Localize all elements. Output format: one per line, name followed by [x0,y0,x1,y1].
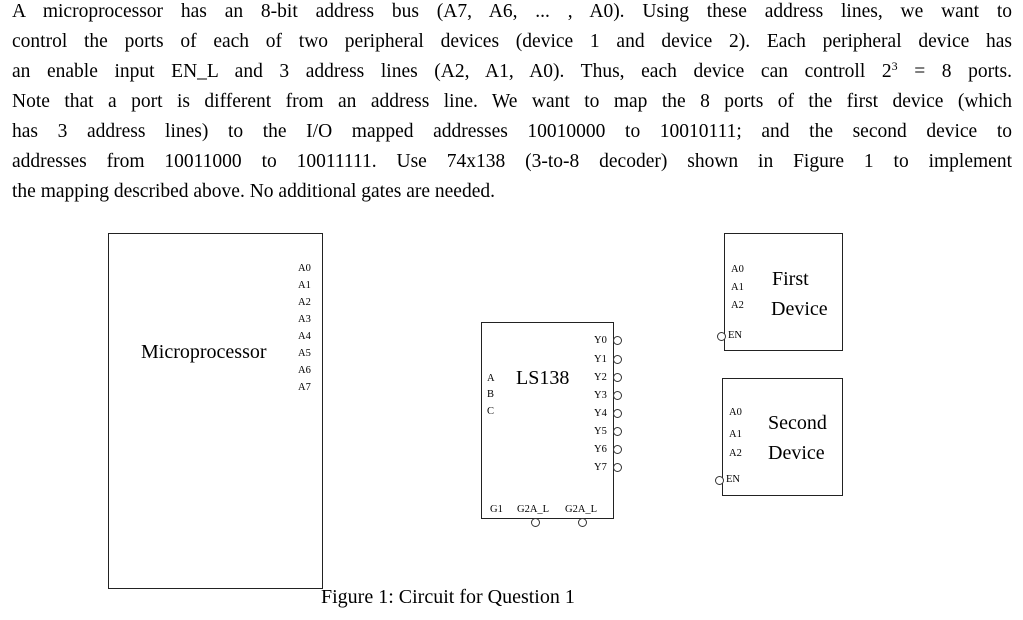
device-address-pin: A0 [729,407,742,418]
decoder-output-pin: Y3 [594,390,607,401]
inversion-bubble [613,391,622,400]
inversion-bubble [613,427,622,436]
microprocessor-pin: A2 [298,297,311,308]
question-line: addresses from 10011000 to 10011111. Use 74x138 (3-to-8 decoder) shown in Figure 1 to implement [12,151,1012,172]
microprocessor-pin: A1 [298,280,311,291]
microprocessor-pin: A7 [298,382,311,393]
inversion-bubble [613,373,622,382]
decoder-label: LS138 [516,367,570,389]
question-line: Note that a port is different from an address line. We want to map the 8 ports of the first device (which [12,91,1012,112]
inversion-bubble [613,463,622,472]
decoder-output-pin: Y1 [594,354,607,365]
device-address-pin: A1 [731,282,744,293]
question-line: control the ports of each of two peripheral devices (device 1 and device 2). Each peripheral device has [12,31,1012,52]
microprocessor-pin: A5 [298,348,311,359]
microprocessor-block [108,233,323,589]
second-device-label: Second [768,412,827,434]
decoder-output-pin: Y6 [594,444,607,455]
device-address-pin: A2 [731,300,744,311]
question-line: has 3 address lines) to the I/O mapped addresses 10010000 to 10010111; and the second device to [12,121,1012,142]
device-enable-pin: EN [728,330,742,341]
question-line: an enable input EN_L and 3 address lines (A2, A1, A0). Thus, each device can controll $2^3 = 8$ ports. [12,59,1013,82]
decoder-output-pin: Y7 [594,462,607,473]
decoder-enable-pin: G2A_L [517,504,550,515]
first-device-label: Device [771,298,828,320]
decoder-output-pin: Y4 [594,408,607,419]
question-line: the mapping described above. No additional gates are needed. [12,181,495,202]
inversion-bubble [613,336,622,345]
inversion-bubble [717,332,726,341]
device-enable-pin: EN [726,474,740,485]
decoder-input-pin: C [487,406,495,417]
question-text [12,0,1012,207]
inversion-bubble [613,445,622,454]
decoder-input-pin: B [487,389,495,400]
inversion-bubble [715,476,724,485]
device-address-pin: A1 [729,429,742,440]
inversion-bubble [613,355,622,364]
microprocessor-pin: A4 [298,331,311,342]
inversion-bubble [531,518,540,527]
microprocessor-pin: A3 [298,314,311,325]
inversion-bubble [578,518,587,527]
decoder-enable-pin: G1 [490,504,503,515]
device-address-pin: A0 [731,264,744,275]
decoder-output-pin: Y5 [594,426,607,437]
inversion-bubble [613,409,622,418]
decoder-enable-pin: G2A_L [565,504,598,515]
question-line: A microprocessor has an 8-bit address bus (A7, A6, ... , A0). Using these address lines, we want to [12,1,1012,22]
microprocessor-label: Microprocessor [141,341,267,363]
microprocessor-pin: A6 [298,365,311,376]
decoder-output-pin: Y0 [594,335,607,346]
first-device-label: First [772,268,809,290]
second-device-label: Device [768,442,825,464]
figure-caption: Figure 1: Circuit for Question 1 [321,586,575,608]
decoder-output-pin: Y2 [594,372,607,383]
device-address-pin: A2 [729,448,742,459]
decoder-input-pin: A [487,373,495,384]
decoder-block [481,322,614,519]
microprocessor-pin: A0 [298,263,311,274]
